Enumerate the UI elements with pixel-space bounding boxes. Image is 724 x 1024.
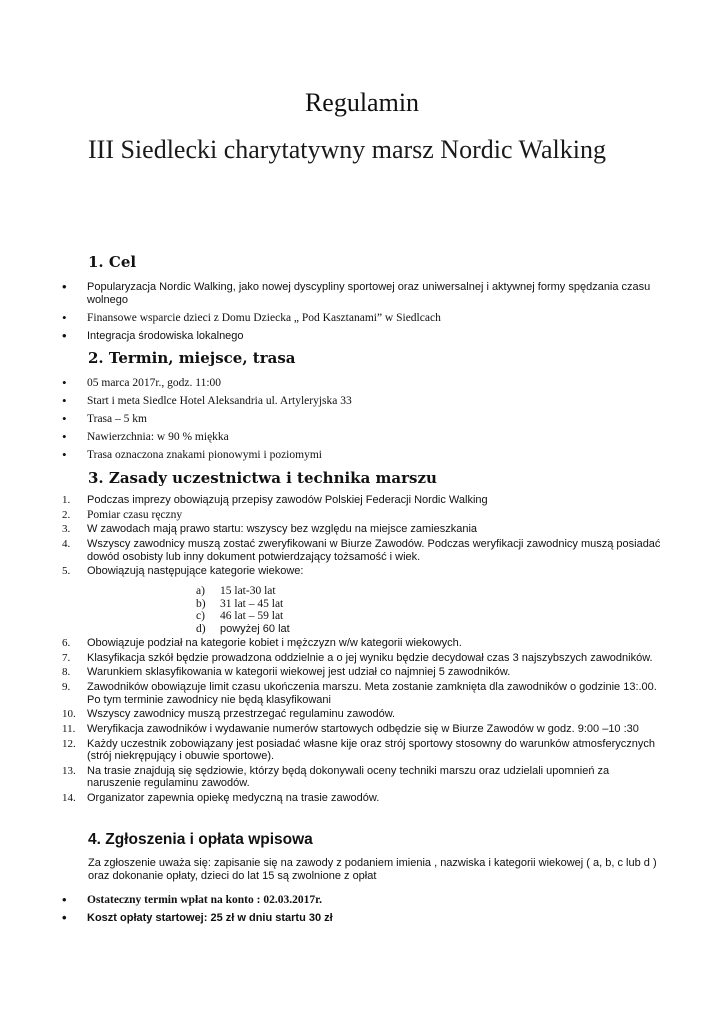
list-item: 7. Klasyfikacja szkół będzie prowadzona oddzielnie a o jej wyniku będzie decydował czas 3 najszybszych zawodników.: [62, 651, 653, 664]
section-4-list: [62, 894, 662, 930]
section-3-list-a: [62, 494, 662, 580]
list-item: 1. Podczas imprezy obowiązują przepisy zawodów Polskiej Federacji Nordic Walking: [62, 494, 488, 506]
list-item: 4. Wszyscy zawodnicy muszą zostać zweryfikowani w Biurze Zawodów. Podczas weryfikacji zawodnicy muszą posiadać dowód osobisty lub inny dokument potwierdzający tożsamość i wiek.: [62, 538, 661, 563]
section-1-heading: 1. Cel: [88, 253, 137, 271]
list-item: 9. Zawodników obowiązuje limit czasu ukończenia marszu. Meta zostanie zamknięta dla zawodników o godzinie 13:.00. Po tym terminie zawodnicy nie będą klasyfikowani: [62, 681, 657, 706]
list-item: 8. Warunkiem sklasyfikowania w kategorii wiekowej jest udział co najmniej 5 zawodników.: [62, 666, 511, 679]
section-4-paragraph: Za zgłoszenie uważa się: zapisanie się na zawody z podaniem imienia , nazwiska i kategorii wiekowej ( a, b, c lub d ) oraz dokonanie opłaty, dzieci do lat 15 są zwolnione z opłat: [88, 857, 657, 882]
list-item: 3. W zawodach mają prawo startu: wszyscy bez względu na miejsce zamieszkania: [62, 523, 478, 536]
list-item: • Koszt opłaty startowej: 25 zł w dniu startu 30 zł: [62, 912, 662, 925]
list-item: 6. Obowiązuje podział na kategorie kobiet i mężczyzn w/w kategorii wiekowych.: [62, 637, 462, 649]
section-2-heading: 2. Termin, miejsce, trasa: [88, 349, 296, 367]
list-item: 13. Na trasie znajdują się sędziowie, którzy będą dokonywali oceny techniki marszu oraz udzielali upomnień za naruszenie regulaminu zawodów.: [62, 764, 610, 790]
list-item: • Popularyzacja Nordic Walking, jako nowej dyscypliny sportowej oraz uniwersalnej i aktywnej formy spędzania czasu wolnego: [62, 281, 662, 307]
section-3-list-b: [62, 637, 662, 807]
list-item: b) 31 lat – 45 lat: [196, 597, 284, 610]
list-item: • 05 marca 2017r., godz. 11:00: [62, 377, 662, 390]
list-item: • Integracja środowiska lokalnego: [62, 330, 662, 343]
section-2-list: [62, 377, 662, 467]
section-3-heading: 3. Zasady uczestnictwa i technika marszu: [88, 469, 437, 487]
list-item: 14. Organizator zapewnia opiekę medyczną na trasie zawodów.: [62, 792, 380, 804]
list-item: • Start i meta Siedlce Hotel Aleksandria ul. Artyleryjska 33: [62, 395, 662, 408]
list-item: c) 46 lat – 59 lat: [196, 610, 284, 622]
section-1-list: [62, 281, 662, 348]
list-item: a) 15 lat-30 lat: [196, 585, 276, 597]
document-title: Regulamin: [304, 88, 420, 117]
list-item: d) powyżej 60 lat: [196, 622, 290, 635]
document-subtitle: III Siedlecki charytatywny marsz Nordic Walking: [88, 135, 606, 164]
list-item: 2. Pomiar czasu ręczny: [62, 508, 183, 521]
list-item: 12. Każdy uczestnik zobowiązany jest posiadać własne kije oraz strój sportowy stosowny do warunków atmosferycznych (strój niekrępujący i obuwie sportowe).: [62, 737, 655, 763]
list-item: • Finansowe wsparcie dzieci z Domu Dziecka „ Pod Kasztanami” w Siedlcach: [62, 312, 662, 325]
list-item: • Trasa – 5 km: [62, 413, 662, 426]
list-item: • Nawierzchnia: w 90 % miękka: [62, 431, 662, 444]
age-categories-list: [196, 585, 290, 635]
list-item: 11. Weryfikacja zawodników i wydawanie numerów startowych odbędzie się w Biurze Zawodów w godz. 9:00 –10 :30: [62, 722, 639, 735]
list-item: • Trasa oznaczona znakami pionowymi i poziomymi: [62, 449, 662, 462]
list-item: 5. Obowiązują następujące kategorie wiekowe:: [62, 565, 304, 578]
list-item: • Ostateczny termin wpłat na konto : 02.03.2017r.: [62, 894, 662, 907]
list-item: 10. Wszyscy zawodnicy muszą przestrzegać regulaminu zawodów.: [62, 708, 396, 721]
section-4-heading: 4. Zgłoszenia i opłata wpisowa: [88, 831, 313, 848]
